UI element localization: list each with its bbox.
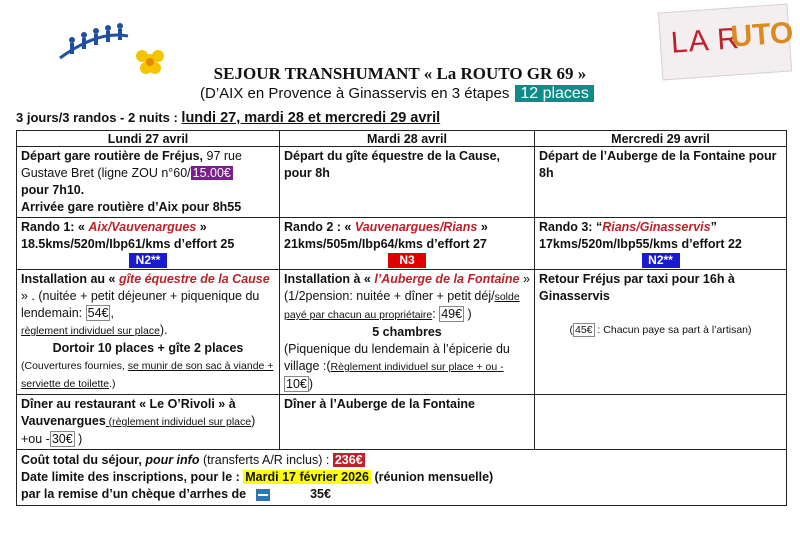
places-badge: 12 places: [515, 85, 594, 102]
lodging-text: Installation à «: [284, 272, 375, 286]
transfer-icon: [256, 489, 270, 501]
dinner-end: ): [74, 432, 83, 446]
note-text: (Couvertures fournies,: [21, 360, 128, 372]
rando-name: Vauvenargues/Rians: [354, 220, 478, 234]
rooms-text: 5 chambres: [372, 325, 442, 339]
cell-dinner-tuesday: Dîner à l’Auberge de la Fontaine: [280, 395, 535, 450]
dinner-sep: ) +ou -: [21, 414, 256, 446]
taxi-text: : Chacun paye sa part à l’artisan): [594, 324, 752, 336]
piquenique-price: 10€: [286, 377, 307, 391]
cell-rando-tuesday: [280, 218, 535, 270]
lodging-text: Installation au «: [21, 272, 119, 286]
lodging-details: » . (nuitée + petit déjeuner + piquenique du lendemain:: [21, 289, 260, 320]
cell-departure-tuesday: Départ du gîte équestre de la Cause, pour 8h: [280, 147, 535, 218]
lodging-place: gîte équestre de la Cause: [118, 272, 270, 286]
note-end: .): [109, 378, 116, 390]
table-row-footer: [17, 450, 787, 506]
level-badge: N2**: [129, 253, 167, 268]
deadline-note: (réunion mensuelle): [370, 470, 494, 484]
dinner-price: 30€: [51, 432, 73, 446]
cell-dinner-wednesday: [535, 395, 787, 450]
deposit-amount: 35€: [310, 487, 331, 501]
lodging-price: 54€: [87, 306, 109, 320]
level-badge: N2**: [642, 253, 680, 268]
dinner-text: Dîner au restaurant « Le O’Rivoli » à Vauvenargues: [21, 397, 236, 428]
lodging-end: ).: [159, 323, 168, 337]
table-header-row: [17, 131, 787, 147]
taxi-open: (: [569, 324, 573, 336]
deadline-date: Mardi 17 février 2026: [245, 470, 369, 484]
logo-text-a: LA R: [669, 21, 741, 60]
level-badge: N3: [388, 253, 426, 268]
table-row-lodging: [17, 270, 787, 395]
piquenique-text: (Piquenique du lendemain à l’épicerie du village :(: [284, 342, 510, 373]
intro-line: [16, 110, 440, 126]
lodging-rule: solde payé par chacun au propriétaire: [284, 291, 520, 321]
lodging-price: 49€: [441, 307, 463, 321]
rando-stats: 21kms/505m/Ibp64/kms d’effort 27: [284, 237, 487, 251]
rando-end: ”: [710, 220, 717, 234]
table-row-rando: [17, 218, 787, 270]
col-header-tuesday: Mardi 28 avril: [280, 131, 535, 147]
lodging-sep: ,: [110, 306, 114, 320]
cost-detail: (transferts A/R inclus) :: [199, 453, 333, 467]
rando-stats: 17kms/520m/Ibp55/kms d’effort 22: [539, 237, 742, 251]
cost-info: pour info: [145, 453, 200, 467]
subtitle-text: (D’AIX en Provence à Ginasservis en 3 étapes: [200, 85, 510, 102]
intro-prefix: 3 jours/3 randos - 2 nuits :: [16, 110, 182, 125]
logo-text-b: UTO: [729, 16, 795, 54]
lodging-sep: :: [432, 307, 440, 321]
note-underlined: se munir de son sac à viande + serviette de toilette: [21, 360, 274, 390]
schedule-table: [16, 130, 787, 506]
intro-dates: lundi 27, mardi 28 et mercredi 29 avril: [181, 110, 441, 126]
rando-end: »: [477, 220, 488, 234]
cell-lodging-monday: [17, 270, 280, 395]
departure-time: pour 7h10.: [21, 183, 85, 197]
dortoir-text: Dortoir 10 places + gîte 2 places: [52, 341, 244, 355]
cell-footer: [17, 450, 787, 506]
col-header-wednesday: Mercredi 29 avril: [535, 131, 787, 147]
rando-name: Rians/Ginasservis: [602, 220, 711, 234]
rando-name: Aix/Vauvenargues: [88, 220, 197, 234]
cell-lodging-wednesday: [535, 270, 787, 395]
total-cost: 236€: [334, 453, 363, 467]
col-header-monday: Lundi 27 avril: [17, 131, 280, 147]
dinner-rule: (règlement individuel sur place: [105, 416, 252, 428]
bus-price: 15.00€: [192, 166, 231, 180]
lodging-details: » (1/2pension: nuitée + dîner + petit déj/: [284, 272, 530, 303]
departure-address: 97 rue Gustave Bret (ligne ZOU n°60/: [21, 149, 242, 180]
deposit-text: par la remise d’un chèque d’arrhes de: [21, 487, 247, 501]
deadline-text: Date limite des inscriptions, pour le :: [21, 470, 244, 484]
arrival-text: Arrivée gare routière d’Aix pour 8h55: [21, 200, 242, 214]
cell-dinner-monday: [17, 395, 280, 450]
taxi-price: 45€: [574, 324, 593, 336]
piquenique-end: ): [308, 377, 314, 391]
cell-departure-wednesday: Départ de l’Auberge de la Fontaine pour 8h: [535, 147, 787, 218]
departure-text: Départ gare routière de Fréjus,: [21, 149, 204, 163]
table-row-dinner: [17, 395, 787, 450]
lodging-rule: règlement individuel sur place: [21, 325, 160, 337]
cost-text: Coût total du séjour,: [21, 453, 146, 467]
table-row-departure: [17, 147, 787, 218]
cell-rando-wednesday: [535, 218, 787, 270]
taxi-price-line: [539, 322, 782, 339]
rando-label: Rando 2 : «: [284, 220, 355, 234]
piquenique-rule: Règlement individuel sur place + ou -: [330, 361, 504, 373]
cell-rando-monday: [17, 218, 280, 270]
cell-departure-monday: [17, 147, 280, 218]
page-title: SEJOUR TRANSHUMANT « La ROUTO GR 69 »: [213, 64, 587, 83]
rando-stats: 18.5kms/520m/Ibp61/kms d’effort 25: [21, 237, 235, 251]
lodging-end: ): [464, 307, 472, 321]
cell-lodging-tuesday: [280, 270, 535, 395]
return-text: Retour Fréjus par taxi pour 16h à Ginasservis: [539, 272, 735, 303]
rando-label: Rando 3: “: [539, 220, 603, 234]
lodging-place: l’Auberge de la Fontaine: [374, 272, 520, 286]
rando-label: Rando 1: «: [21, 220, 89, 234]
subtitle: [200, 85, 594, 103]
rando-end: »: [196, 220, 207, 234]
